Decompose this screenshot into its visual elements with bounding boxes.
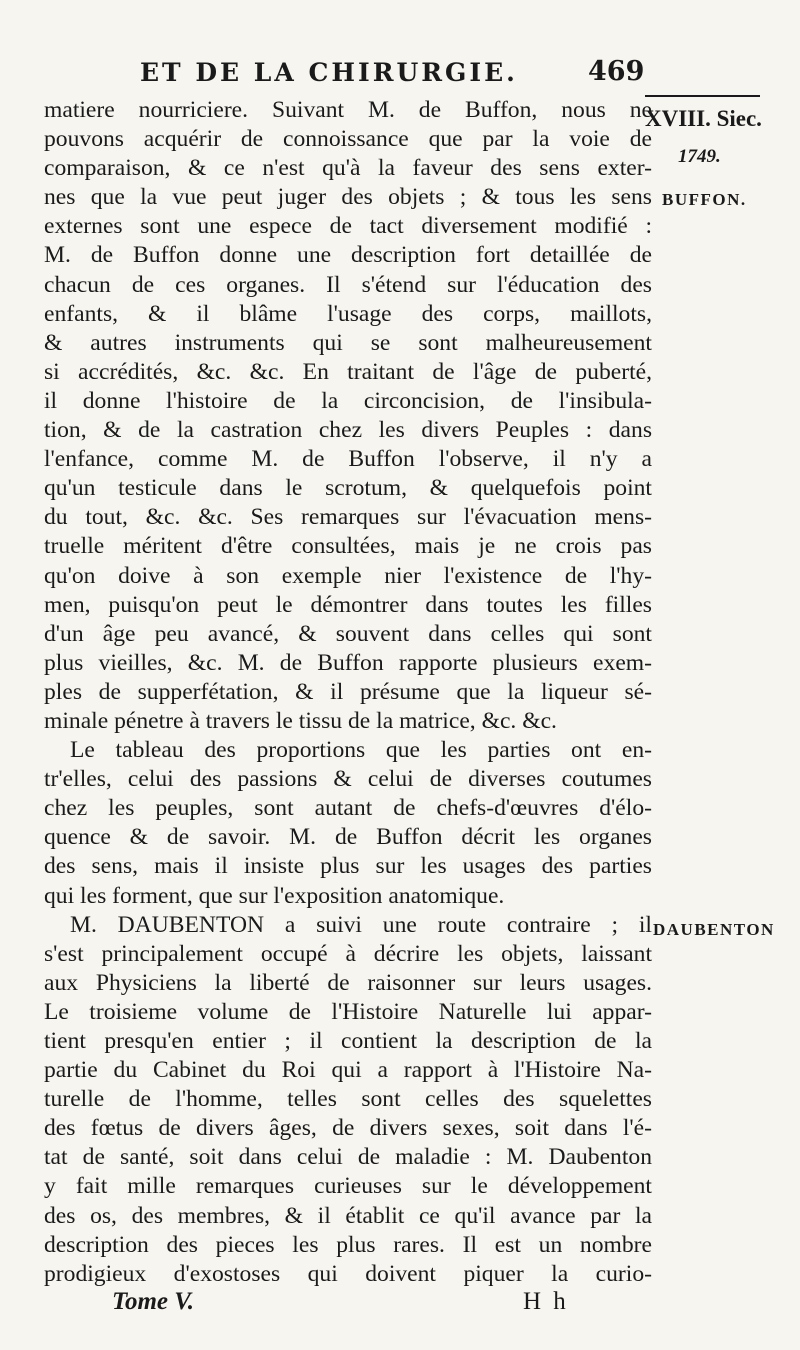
- text-line: qui les forment, que sur l'exposition anatomique.: [44, 882, 505, 909]
- signature-mark: H h: [523, 1288, 569, 1315]
- text-line: chacun de ces organes. Il s'étend sur l'éducation des: [44, 271, 652, 298]
- text-line: qu'un testicule dans le scrotum, & quelquefois point: [44, 475, 652, 502]
- text-line: prodigieux d'exostoses qui doivent piquer la curio-: [44, 1260, 652, 1287]
- text-line: quence & de savoir. M. de Buffon décrit les organes: [44, 824, 652, 851]
- text-line: men, puisqu'on peut le démontrer dans toutes les filles: [44, 591, 652, 618]
- text-line: tient presqu'en entier ; il contient la description de la: [44, 1028, 652, 1054]
- text-line: qu'on doive à son exemple nier l'existence de l'hy-: [44, 562, 652, 589]
- signature-volume: Tome V.: [112, 1288, 194, 1315]
- running-head: ET DE LA CHIRURGIE.: [140, 58, 518, 87]
- text-line: si accrédités, &c. &c. En traitant de l'âge de puberté,: [44, 358, 652, 385]
- text-line: enfants, & il blâme l'usage des corps, maillots,: [44, 300, 652, 327]
- page-number: 469: [588, 56, 645, 87]
- text-line: M. DAUBENTON a suivi une route contraire ; il: [70, 911, 652, 938]
- text-line: s'est principalement occupé à décrire les objets, laissant: [44, 940, 652, 967]
- margin-note-buffon: BUFFON.: [662, 190, 747, 209]
- text-line: minale pénetre à travers le tissu de la matrice, &c. &c.: [44, 707, 557, 734]
- text-line: chez les peuples, sont autant de chefs-d'œuvres d'élo-: [44, 795, 652, 822]
- text-line: des os, des membres, & il établit ce qu'il avance par la: [44, 1202, 652, 1229]
- text-line: nes que la vue peut juger des objets ; & tous les sens: [44, 184, 652, 211]
- body-text: [44, 96, 652, 1289]
- text-line: externes sont une espece de tact diversement modifié :: [44, 213, 652, 240]
- text-line: tat de santé, soit dans celui de maladie : M. Daubenton: [44, 1144, 652, 1171]
- text-line: M. de Buffon donne une description fort detaillée de: [44, 242, 652, 269]
- text-line: aux Physiciens la liberté de raisonner sur leurs usages.: [44, 969, 652, 996]
- text-line: turelle de l'homme, telles sont celles des squelettes: [44, 1086, 652, 1113]
- text-line: description des pieces les plus rares. Il est un nombre: [44, 1231, 652, 1258]
- text-line: des fœtus de divers âges, de divers sexes, soit dans l'é-: [44, 1115, 652, 1142]
- margin-note-year: 1749.: [678, 146, 721, 167]
- text-line: y fait mille remarques curieuses sur le développement: [44, 1173, 652, 1200]
- margin-note-century: XVIII. Siec.: [645, 106, 762, 131]
- text-line: truelle méritent d'être consultées, mais je ne crois pas: [44, 533, 652, 560]
- text-line: pouvons acquérir de connoissance que par la voie de: [44, 126, 652, 153]
- text-line: plus vieilles, &c. M. de Buffon rapporte plusieurs exem-: [44, 649, 652, 676]
- margin-note-daubenton: DAUBENTON: [653, 920, 775, 939]
- text-line: d'un âge peu avancé, & souvent dans celles qui sont: [44, 620, 652, 647]
- text-line: tion, & de la castration chez les divers Peuples : dans: [44, 417, 652, 444]
- text-line: matiere nourriciere. Suivant M. de Buffon, nous ne: [44, 97, 652, 123]
- header-rule: [645, 95, 760, 97]
- text-line: partie du Cabinet du Roi qui a rapport à l'Histoire Na-: [44, 1057, 652, 1084]
- text-line: des sens, mais il insiste plus sur les usages des parties: [44, 853, 652, 880]
- text-line: Le tableau des proportions que les parties ont en-: [70, 737, 652, 764]
- text-line: tr'elles, celui des passions & celui de diverses coutumes: [44, 766, 652, 793]
- text-line: ples de supperfétation, & il présume que la liqueur sé-: [44, 678, 652, 705]
- text-line: il donne l'histoire de la circoncision, de l'insibula-: [44, 387, 652, 414]
- text-line: comparaison, & ce n'est qu'à la faveur des sens exter-: [44, 155, 652, 182]
- text-line: & autres instruments qui se sont malheureusement: [44, 329, 652, 356]
- text-line: Le troisieme volume de l'Histoire Naturelle lui appar-: [44, 998, 652, 1025]
- text-line: l'enfance, comme M. de Buffon l'observe, il n'y a: [44, 446, 652, 473]
- text-line: du tout, &c. &c. Ses remarques sur l'évacuation mens-: [44, 504, 652, 531]
